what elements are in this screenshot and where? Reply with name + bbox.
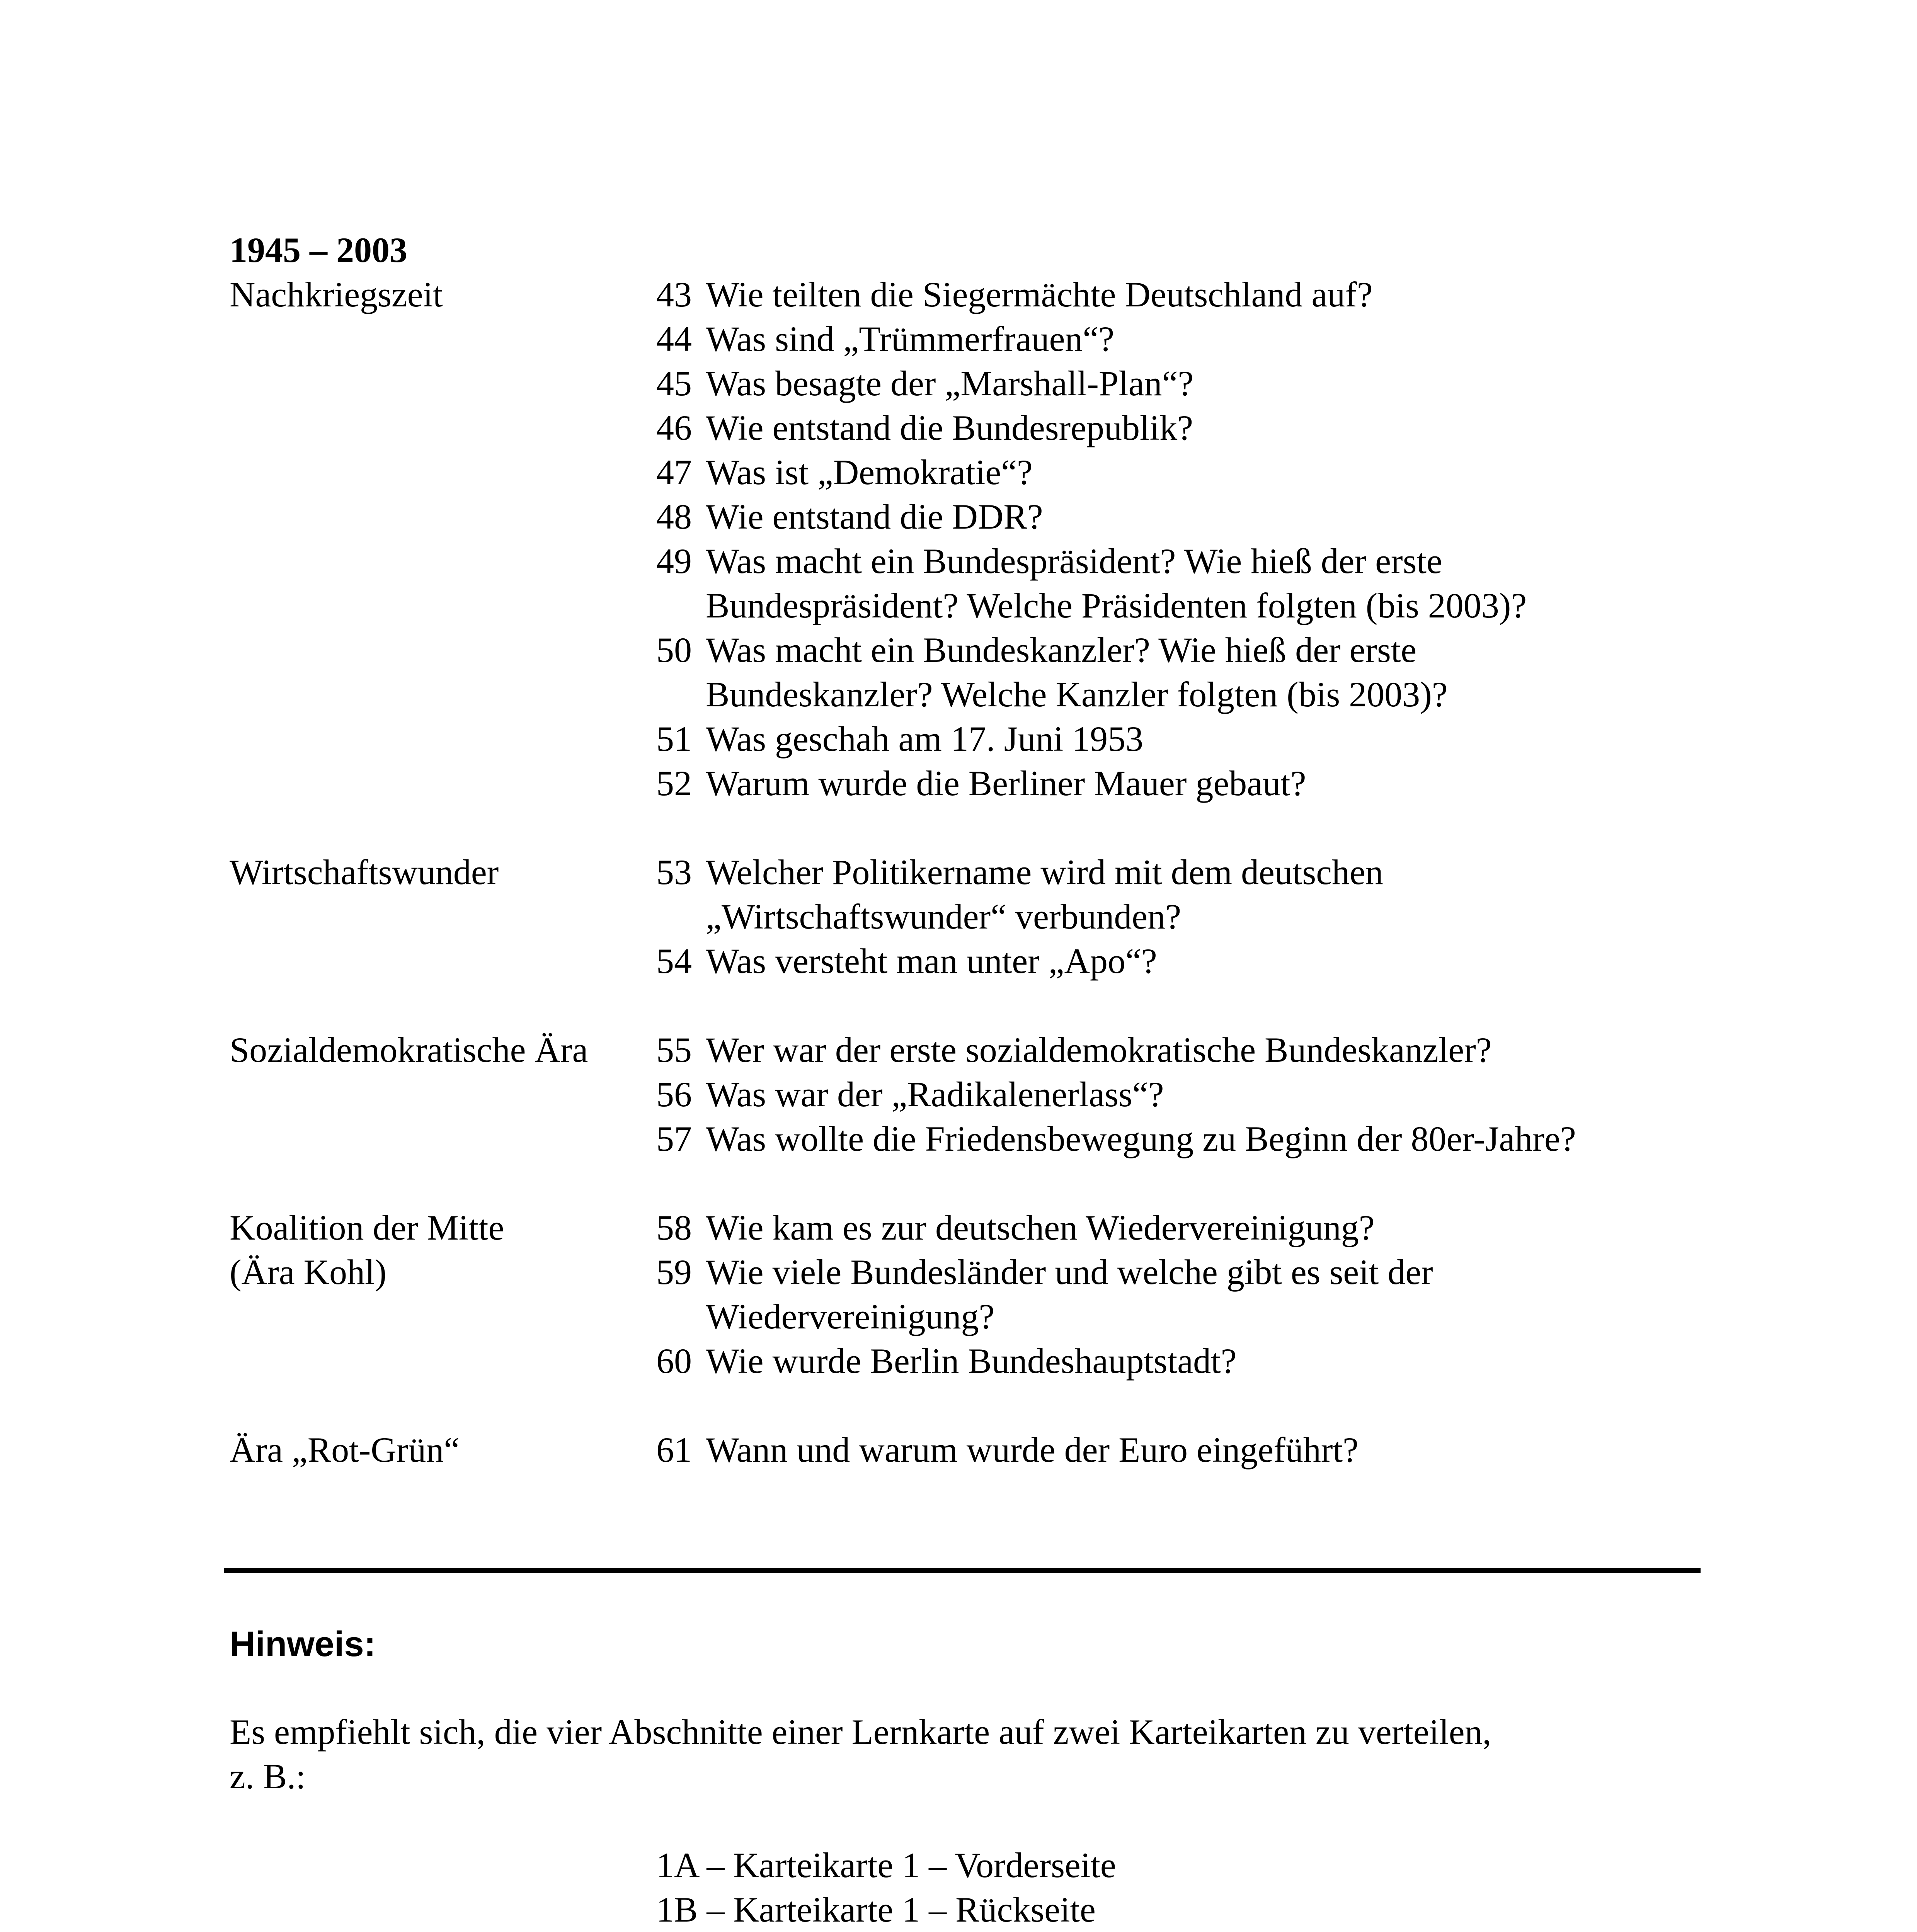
question-line: Wie kam es zur deutschen Wiedervereinigung?	[706, 1208, 1375, 1247]
question-line: Welcher Politikername wird mit dem deutschen	[706, 852, 1383, 892]
question-item	[656, 850, 1698, 939]
question-item	[656, 1339, 1698, 1383]
section-label	[230, 272, 656, 806]
question-list	[656, 850, 1698, 983]
question-text	[706, 539, 1527, 628]
question-text	[706, 717, 1143, 761]
section-label-line: Sozialdemokratische Ära	[230, 1030, 588, 1070]
question-text	[706, 495, 1043, 539]
question-line: Wiedervereinigung?	[706, 1297, 995, 1336]
question-item	[656, 1028, 1698, 1072]
question-text	[706, 939, 1157, 983]
question-number: 44	[656, 319, 692, 359]
question-item	[656, 317, 1698, 361]
question-text	[706, 406, 1193, 450]
question-item	[656, 717, 1698, 761]
question-line: Warum wurde die Berliner Mauer gebaut?	[706, 764, 1306, 803]
question-number: 51	[656, 719, 692, 759]
question-list	[656, 1428, 1698, 1472]
question-item	[656, 1206, 1698, 1250]
question-number: 52	[656, 764, 692, 803]
question-number: 60	[656, 1341, 692, 1381]
question-list	[656, 1028, 1698, 1161]
topic-section	[230, 1206, 1698, 1383]
section-label-line: Wirtschaftswunder	[230, 852, 499, 892]
question-text	[706, 1072, 1164, 1117]
paragraph-line: Es empfiehlt sich, die vier Abschnitte einer Lernkarte auf zwei Karteikarten zu verteilen,	[230, 1712, 1491, 1752]
question-item	[656, 450, 1698, 495]
question-item	[656, 1250, 1698, 1339]
topic-list	[230, 272, 1698, 1517]
question-line: Wann und warum wurde der Euro eingeführt?	[706, 1430, 1359, 1469]
question-text	[706, 850, 1383, 939]
question-line: Was sind „Trümmerfrauen“?	[706, 319, 1115, 359]
question-text	[706, 272, 1373, 317]
section-label	[230, 1206, 656, 1383]
question-number: 59	[656, 1252, 692, 1292]
section-label-line: Nachkriegszeit	[230, 275, 443, 314]
topic-section	[230, 850, 1698, 983]
question-number: 49	[656, 541, 692, 581]
question-line: Was geschah am 17. Juni 1953	[706, 719, 1144, 759]
question-line: Wie wurde Berlin Bundeshauptstadt?	[706, 1341, 1237, 1381]
question-line: Was wollte die Friedensbewegung zu Beginn der 80er-Jahre?	[706, 1119, 1576, 1158]
question-item	[656, 495, 1698, 539]
question-line: Was ist „Demokratie“?	[706, 452, 1033, 492]
paragraph-line: z. B.:	[230, 1757, 306, 1796]
question-number: 48	[656, 497, 692, 536]
question-line: Was macht ein Bundeskanzler? Wie hieß der erste	[706, 630, 1417, 670]
question-line: Bundespräsident? Welche Präsidenten folgten (bis 2003)?	[706, 586, 1527, 625]
question-number: 43	[656, 275, 692, 314]
section-label	[230, 850, 656, 983]
question-list	[656, 1206, 1698, 1383]
question-line: Was versteht man unter „Apo“?	[706, 941, 1157, 981]
question-line: Bundeskanzler? Welche Kanzler folgten (bis 2003)?	[706, 675, 1448, 714]
section-label-line: Koalition der Mitte	[230, 1208, 504, 1247]
hint-heading: Hinweis:	[230, 1624, 376, 1664]
question-item	[656, 939, 1698, 983]
question-list	[656, 272, 1698, 806]
question-item	[656, 1428, 1698, 1472]
question-line: Wer war der erste sozialdemokratische Bundeskanzler?	[706, 1030, 1492, 1070]
question-line: Was macht ein Bundespräsident? Wie hieß der erste	[706, 541, 1442, 581]
question-number: 50	[656, 630, 692, 670]
question-item	[656, 272, 1698, 317]
question-line: Was besagte der „Marshall-Plan“?	[706, 364, 1194, 403]
question-number: 54	[656, 941, 692, 981]
question-item	[656, 406, 1698, 450]
question-text	[706, 317, 1114, 361]
question-line: Wie entstand die DDR?	[706, 497, 1043, 536]
section-label	[230, 1028, 656, 1161]
question-text	[706, 1250, 1433, 1339]
topic-section	[230, 1428, 1698, 1472]
question-text	[706, 628, 1448, 717]
question-text	[706, 361, 1193, 406]
question-number: 57	[656, 1119, 692, 1158]
topic-section	[230, 272, 1698, 806]
topic-section	[230, 1028, 1698, 1161]
question-text	[706, 450, 1033, 495]
horizontal-divider	[224, 1568, 1701, 1573]
question-line: Wie entstand die Bundesrepublik?	[706, 408, 1193, 447]
question-number: 56	[656, 1075, 692, 1114]
hint-intro-paragraph	[230, 1710, 1698, 1799]
card-assignment-item: 1A – Karteikarte 1 – Vorderseite	[656, 1845, 1116, 1885]
question-number: 61	[656, 1430, 692, 1469]
question-item	[656, 1072, 1698, 1117]
question-text	[706, 761, 1306, 806]
question-text	[706, 1428, 1359, 1472]
question-item	[656, 761, 1698, 806]
question-line: Was war der „Radikalenerlass“?	[706, 1075, 1164, 1114]
question-number: 47	[656, 452, 692, 492]
question-line: Wie viele Bundesländer und welche gibt es seit der	[706, 1252, 1433, 1292]
question-number: 53	[656, 852, 692, 892]
card-assignment-list	[656, 1843, 1116, 1932]
question-text	[706, 1028, 1492, 1072]
question-number: 55	[656, 1030, 692, 1070]
question-line: Wie teilten die Siegermächte Deutschland auf?	[706, 275, 1373, 314]
section-label-line: Ära „Rot-Grün“	[230, 1430, 460, 1469]
question-item	[656, 539, 1698, 628]
question-number: 45	[656, 364, 692, 403]
question-text	[706, 1117, 1576, 1161]
era-heading: 1945 – 2003	[230, 230, 407, 270]
question-text	[706, 1206, 1375, 1250]
question-item	[656, 1117, 1698, 1161]
section-label-line: (Ära Kohl)	[230, 1252, 387, 1292]
question-number: 46	[656, 408, 692, 447]
section-label	[230, 1428, 656, 1472]
question-number: 58	[656, 1208, 692, 1247]
question-line: „Wirtschaftswunder“ verbunden?	[706, 897, 1182, 936]
question-item	[656, 628, 1698, 717]
question-item	[656, 361, 1698, 406]
question-text	[706, 1339, 1236, 1383]
card-assignment-item: 1B – Karteikarte 1 – Rückseite	[656, 1890, 1096, 1929]
